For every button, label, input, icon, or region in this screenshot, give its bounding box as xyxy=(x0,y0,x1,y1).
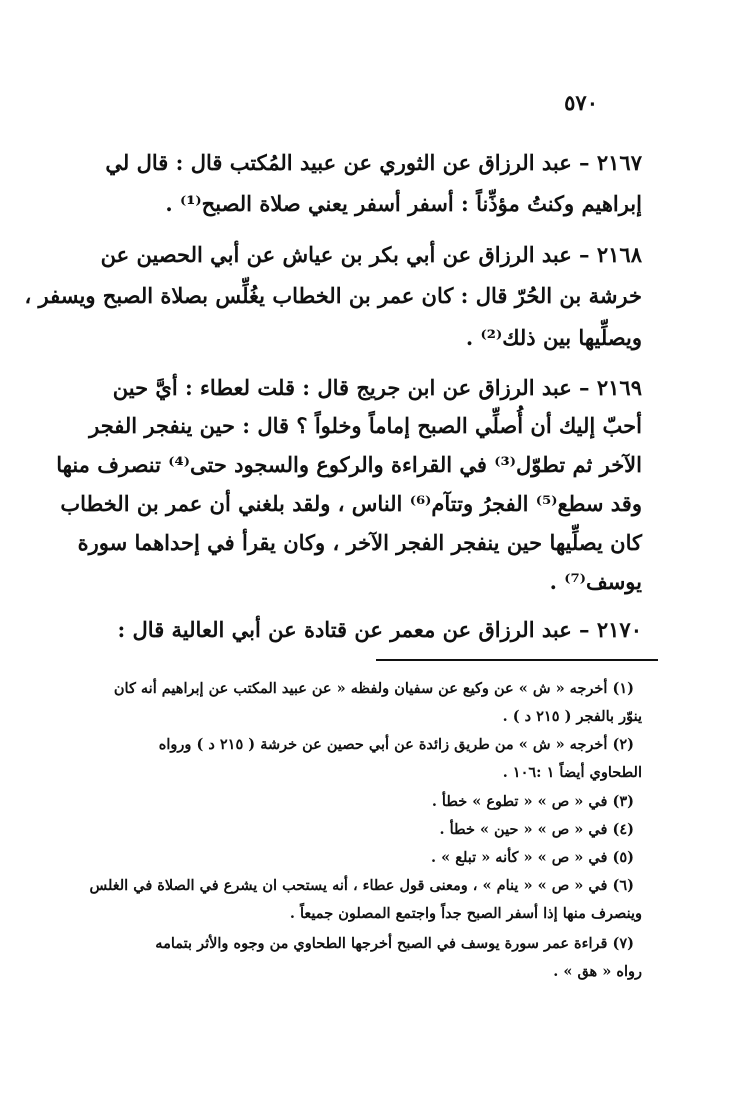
footnote-4: (٤) في « ص » « حين » خطأ . xyxy=(439,821,634,838)
hadith-2169-line-6: يوسف⁽⁷⁾ . xyxy=(549,569,642,594)
footnote-separator xyxy=(376,659,658,661)
hadith-2167-line-1: ٢١٦٧ – عبد الرزاق عن الثوري عن عبيد المُكتب قال : قال لي xyxy=(105,150,642,175)
hadith-2169-line-2: أحبّ إليك أن أُصلِّي الصبح إماماً وخلواً ؟ قال : حين ينفجر الفجر xyxy=(89,413,642,438)
footnote-2-line-1: (٢) أخرجه « ش » من طريق زائدة عن أبي حصين عن خرشة ( ٢١٥ د ) ورواه xyxy=(158,736,634,753)
footnote-7-line-2: رواه « هق » . xyxy=(553,963,642,980)
hadith-2169-line-3: الآخر ثم تطوّل⁽³⁾ في القراءة والركوع والسجود حتى⁽⁴⁾ تنصرف منها xyxy=(56,452,642,477)
footnote-1-line-2: ينوّر بالفجر ( ٢١٥ د ) . xyxy=(502,708,642,725)
hadith-2169-line-1: ٢١٦٩ – عبد الرزاق عن ابن جريج قال : قلت لعطاء : أيَّ حين xyxy=(112,375,642,400)
hadith-2169-line-5: كان يصلِّيها حين ينفجر الفجر الآخر ، وكان يقرأ في إحداهما سورة xyxy=(77,530,642,555)
hadith-2168-line-3: ويصلِّيها بين ذلك⁽²⁾ . xyxy=(465,325,642,350)
footnote-5: (٥) في « ص » « كأنه « تبلع » . xyxy=(431,849,634,866)
footnote-3: (٣) في « ص » « تطوع » خطأ . xyxy=(431,793,634,810)
hadith-2168-line-1: ٢١٦٨ – عبد الرزاق عن أبي بكر بن عياش عن أبي الحصين عن xyxy=(100,242,642,267)
hadith-2169-line-4: وقد سطع⁽⁵⁾ الفجرُ وتتآم⁽⁶⁾ الناس ، ولقد بلغني أن عمر بن الخطاب xyxy=(60,491,642,516)
hadith-2167-line-2: إبراهيم وكنتُ مؤذِّناً : أسفر أسفر يعني صلاة الصبح⁽¹⁾ . xyxy=(165,191,642,216)
footnote-7-line-1: (٧) قراءة عمر سورة يوسف في الصبح أخرجها الطحاوي من وجوه والأثر بتمامه xyxy=(155,935,634,952)
hadith-2170-line-1: ٢١٧٠ – عبد الرزاق عن معمر عن قتادة عن أبي العالية قال : xyxy=(117,617,642,642)
footnote-6-line-1: (٦) في « ص » « ينام » ، ومعنى قول عطاء ، أنه يستحب ان يشرع في الصلاة في الغلس xyxy=(89,877,634,894)
hadith-2168-line-2: خرشة بن الحُرّ قال : كان عمر بن الخطاب يغُلِّس بصلاة الصبح ويسفر ، xyxy=(24,283,642,308)
footnote-2-line-2: الطحاوي أيضاً ١ :١٠٦ . xyxy=(502,764,642,781)
footnote-6-line-2: وينصرف منها إذا أسفر الصبح جداً واجتمع المصلون جميعاً . xyxy=(289,905,642,922)
page-number: ٥٧٠ xyxy=(564,90,598,115)
footnote-1-line-1: (١) أخرجه « ش » عن وكيع عن سفيان ولفظه « عن عبيد المكتب عن إبراهيم أنه كان xyxy=(113,680,634,697)
